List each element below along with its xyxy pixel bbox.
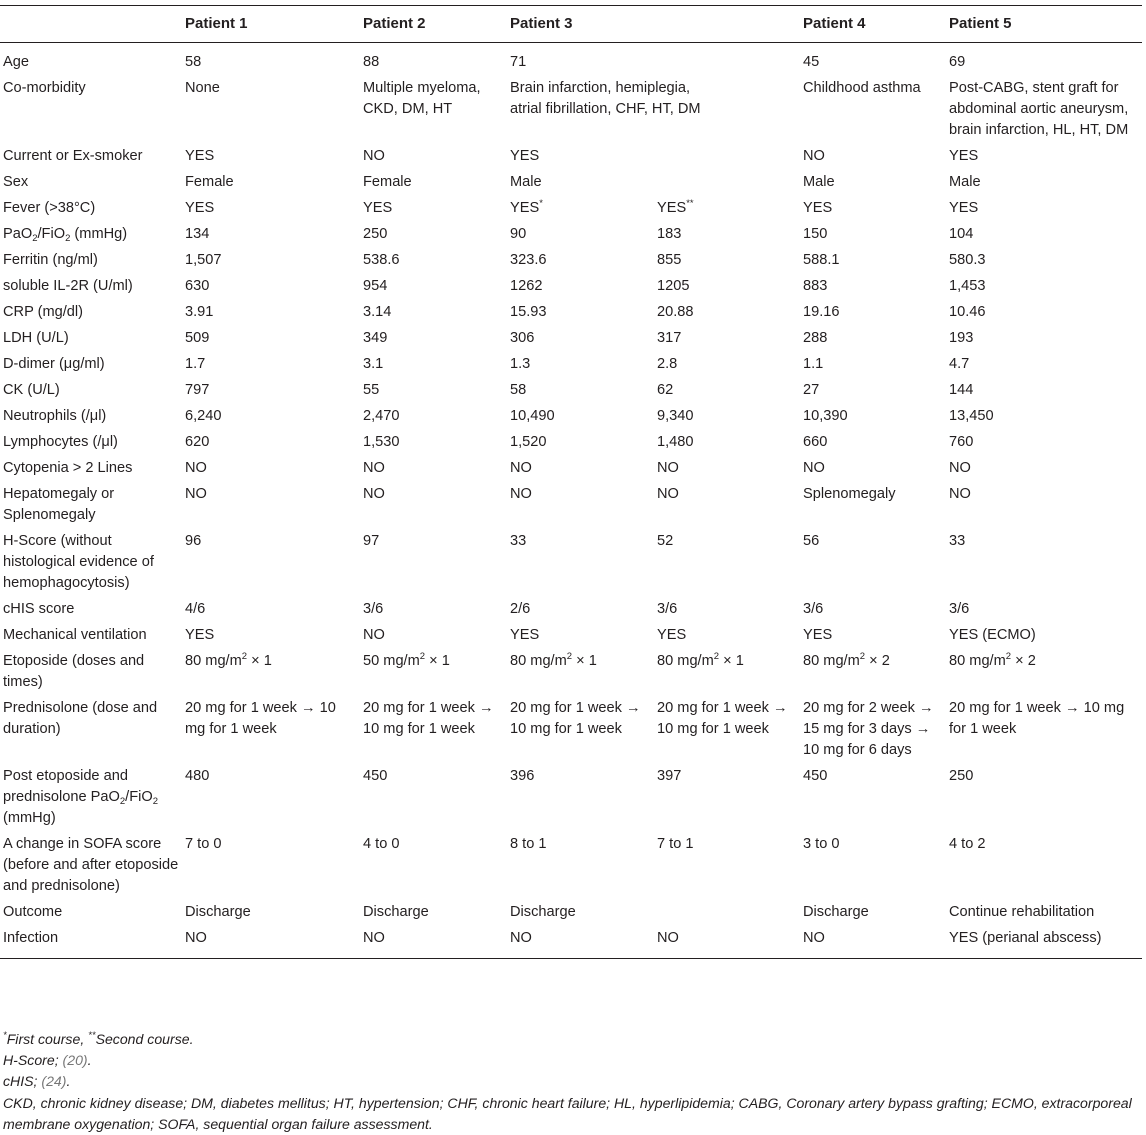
cell-p1: 6,240 <box>185 408 222 424</box>
cell-p2: NO <box>360 926 507 959</box>
cell-p3-second: 317 <box>657 330 682 346</box>
cell-p3-first: YES <box>510 627 540 643</box>
cell-p2: 20 mg for 1 week → 10 mg for 1 week <box>363 700 494 737</box>
cell-p4: Childhood asthma <box>803 80 921 96</box>
row-outcome <box>0 900 1142 926</box>
cell-p3-second: NO <box>657 486 679 502</box>
cell-p1: YES <box>185 148 215 164</box>
footnote-text: H-Score; <box>3 1052 63 1069</box>
cell-p5: YES <box>949 200 979 216</box>
label-subscript: 2 <box>32 233 38 244</box>
cell-p2: 250 <box>363 226 388 242</box>
footnote-h-score <box>3 1050 1143 1071</box>
cell-p3-first: 33 <box>510 533 527 549</box>
cell-p5: YES (perianal abscess) <box>946 926 1142 959</box>
row-chis-score <box>0 597 1142 623</box>
cell-p4: 288 <box>803 330 828 346</box>
cell-p3-second: 397 <box>657 768 682 784</box>
row-ferritin <box>0 248 1142 274</box>
row-label: Etoposide (doses and times) <box>3 653 145 690</box>
header-row <box>0 6 1142 43</box>
cell-p5: 3/6 <box>949 601 970 617</box>
superscript: 2 <box>419 651 426 662</box>
times: × 1 <box>425 653 450 669</box>
cell-p3-first: 10,490 <box>510 408 555 424</box>
cell-p4: 27 <box>803 382 820 398</box>
reference-link[interactable]: (20) <box>62 1052 88 1069</box>
cell-p2: NO <box>363 460 385 476</box>
row-label: Outcome <box>3 904 63 920</box>
cell-p5: 4.7 <box>949 356 970 372</box>
footnote-mark: * <box>3 1030 7 1041</box>
footnote-text: cHIS; <box>3 1073 42 1090</box>
cell-p1: 7 to 0 <box>185 836 222 852</box>
cell-p2: 3.14 <box>363 304 392 320</box>
cell-p1: YES <box>185 200 215 216</box>
row-comorbidity <box>0 76 1142 144</box>
cell-p1: NO <box>182 926 360 959</box>
cell-p3-first: 8 to 1 <box>510 836 547 852</box>
cell-p5: NO <box>949 486 971 502</box>
row-label: Co-morbidity <box>3 80 86 96</box>
row-age <box>0 43 1142 76</box>
cell-p5: 144 <box>949 382 974 398</box>
cell-p2: 349 <box>363 330 388 346</box>
times: × 2 <box>865 653 890 669</box>
row-label: Sex <box>3 174 29 190</box>
cell-p2 <box>360 649 507 696</box>
cell-p4: 150 <box>803 226 828 242</box>
dose: 80 mg/m <box>949 653 1006 669</box>
cell-p1: Female <box>185 174 234 190</box>
row-prednisolone <box>0 696 1142 764</box>
cell-p3: YES <box>510 148 540 164</box>
cell-p3-first <box>507 196 654 222</box>
dose: 50 mg/m <box>363 653 420 669</box>
cell-p5: YES <box>949 148 979 164</box>
row-cytopenia <box>0 456 1142 482</box>
cell-p3-first: 90 <box>510 226 527 242</box>
cell-p5: 13,450 <box>949 408 994 424</box>
row-sex <box>0 170 1142 196</box>
cell-p3-first: 2/6 <box>510 601 531 617</box>
cell-p2: 88 <box>363 54 380 70</box>
cell-p3-second <box>654 649 800 696</box>
cell-p1: 509 <box>185 330 210 346</box>
row-lymphocytes <box>0 430 1142 456</box>
cell-p4: 450 <box>803 768 828 784</box>
cell-p3-first: 396 <box>510 768 535 784</box>
row-d-dimer <box>0 352 1142 378</box>
cell-p2: NO <box>363 148 385 164</box>
footnote-mark: ** <box>88 1030 96 1041</box>
cell-p2: 2,470 <box>363 408 400 424</box>
cell-p2: Female <box>363 174 412 190</box>
cell-p4: NO <box>803 148 825 164</box>
cell-p5: Post-CABG, stent graft for abdominal aortic aneurysm, brain infarction, HL, HT, DM <box>949 80 1129 138</box>
cell-p3-second <box>654 196 800 222</box>
cell-p2: Discharge <box>363 904 429 920</box>
row-label: Cytopenia > 2 Lines <box>3 460 133 476</box>
cell-p3-first: 58 <box>510 382 527 398</box>
cell-p4: Male <box>803 174 835 190</box>
row-il2r <box>0 274 1142 300</box>
cell-p5: 10.46 <box>949 304 986 320</box>
cell-p3: 71 <box>510 54 527 70</box>
row-smoker <box>0 144 1142 170</box>
patient-table-container <box>0 5 1142 959</box>
cell-p1: 96 <box>185 533 202 549</box>
cell-p3-first: 1262 <box>510 278 543 294</box>
cell-p3-second: 52 <box>657 533 674 549</box>
cell-p1: 4/6 <box>185 601 206 617</box>
row-h-score <box>0 529 1142 597</box>
cell-p1: 20 mg for 1 week → 10 mg for 1 week <box>185 700 336 737</box>
superscript: 2 <box>859 651 866 662</box>
cell-p3: Discharge <box>510 904 576 920</box>
row-label: Age <box>3 54 29 70</box>
cell-p1 <box>182 649 360 696</box>
row-label: D-dimer (μg/ml) <box>3 356 105 372</box>
cell-p2: Multiple myeloma, CKD, DM, HT <box>363 80 481 117</box>
cell-p2: 3/6 <box>363 601 384 617</box>
cell-p1: 620 <box>185 434 210 450</box>
cell-p1: Discharge <box>185 904 251 920</box>
cell-p4: YES <box>803 627 833 643</box>
cell-p3-second: 9,340 <box>657 408 694 424</box>
cell-p2: 4 to 0 <box>363 836 400 852</box>
cell-p5: 580.3 <box>949 252 986 268</box>
footnote-abbreviations: CKD, chronic kidney disease; DM, diabetes mellitus; HT, hypertension; CHF, chronic heart failure; HL, hyperlipidemia; CABG, Coronary artery bypass grafting; ECMO, extracorporeal membrane oxygenation; SOFA, sequential organ failure assessment. <box>3 1094 1132 1132</box>
cell-p4: 883 <box>803 278 828 294</box>
row-label: Hepatomegaly or Splenomegaly <box>3 486 115 523</box>
row-neutrophils <box>0 404 1142 430</box>
row-pao2-fio2 <box>0 222 1142 248</box>
row-label: Lymphocytes (/μl) <box>3 434 118 450</box>
row-label: soluble IL-2R (U/ml) <box>3 278 133 294</box>
cell-p1: 1.7 <box>185 356 206 372</box>
cell-p4: YES <box>803 200 833 216</box>
label-subscript: 2 <box>65 233 71 244</box>
label-subscript: 2 <box>119 796 126 807</box>
header-patient-3: Patient 3 <box>507 6 654 43</box>
cell-p3-second: 3/6 <box>657 601 678 617</box>
cell-p5: 1,453 <box>949 278 986 294</box>
row-label: Neutrophils (/μl) <box>3 408 107 424</box>
cell-p4: NO <box>800 926 946 959</box>
cell-p2: NO <box>363 627 385 643</box>
row-ldh <box>0 326 1142 352</box>
cell-p3-first: NO <box>507 926 654 959</box>
dose: 80 mg/m <box>657 653 714 669</box>
row-infection <box>0 926 1142 959</box>
row-label: Mechanical ventilation <box>3 627 147 643</box>
label-part: PaO <box>3 226 33 242</box>
cell-p3-second: YES <box>657 627 687 643</box>
cell-p3-first: NO <box>510 486 532 502</box>
label-part: /FiO <box>37 226 66 242</box>
header-patient-4: Patient 4 <box>800 6 946 43</box>
superscript: 2 <box>1005 651 1012 662</box>
times: × 1 <box>247 653 272 669</box>
cell-p4: 588.1 <box>803 252 840 268</box>
cell-p3-second: 183 <box>657 226 682 242</box>
cell-p4: Splenomegaly <box>803 486 896 502</box>
cell-p3-first: 306 <box>510 330 535 346</box>
label-part: /FiO <box>125 789 153 805</box>
row-label: Current or Ex-smoker <box>3 148 143 164</box>
cell-p1: 1,507 <box>185 252 222 268</box>
superscript: 2 <box>713 651 720 662</box>
cell-p5: 193 <box>949 330 974 346</box>
value: YES <box>657 200 687 216</box>
label-part: (mmHg) <box>3 810 56 826</box>
row-label: Ferritin (ng/ml) <box>3 252 98 268</box>
footnote-text: First course, <box>6 1031 89 1047</box>
row-label: CRP (mg/dl) <box>3 304 84 320</box>
row-label: H-Score (without histological evidence of hemophagocytosis) <box>3 533 154 591</box>
cell-p2: 55 <box>363 382 380 398</box>
dose: 80 mg/m <box>185 653 242 669</box>
footnote-courses <box>3 1029 1143 1050</box>
cell-p4: 10,390 <box>803 408 848 424</box>
cell-p4: 56 <box>803 533 820 549</box>
cell-p3-second: 20 mg for 1 week → 10 mg for 1 week <box>657 700 788 737</box>
cell-p1: NO <box>185 486 207 502</box>
header-patient-3-second <box>654 6 800 43</box>
label-part: Post etoposide and prednisolone PaO <box>3 768 128 805</box>
table-footnotes <box>3 1029 1143 1135</box>
cell-p5 <box>946 649 1142 696</box>
reference-link[interactable]: (24) <box>41 1073 67 1090</box>
times: × 2 <box>1011 653 1036 669</box>
cell-p4: 660 <box>803 434 828 450</box>
cell-p3-second: 2.8 <box>657 356 678 372</box>
cell-p5: NO <box>949 460 971 476</box>
row-etoposide <box>0 649 1142 696</box>
row-label: CK (U/L) <box>3 382 60 398</box>
cell-p1: 134 <box>185 226 210 242</box>
cell-p1: NO <box>185 460 207 476</box>
cell-p4: 20 mg for 2 week → 15 mg for 3 days → 10 mg for 6 days <box>803 700 934 758</box>
cell-p5: YES (ECMO) <box>949 627 1036 643</box>
cell-p2: 954 <box>363 278 388 294</box>
row-label: Fever (>38°C) <box>3 200 96 216</box>
superscript: 2 <box>241 651 248 662</box>
cell-p1: 480 <box>185 768 210 784</box>
cell-p5: Male <box>949 174 981 190</box>
first-course-mark: * <box>539 198 543 209</box>
cell-p2: 97 <box>363 533 380 549</box>
header-patient-1: Patient 1 <box>182 6 360 43</box>
row-label: Prednisolone (dose and duration) <box>3 700 158 737</box>
row-label: A change in SOFA score (before and after etoposide and prednisolone) <box>3 836 179 894</box>
dose: 80 mg/m <box>510 653 567 669</box>
cell-p4: 3/6 <box>803 601 824 617</box>
value: YES <box>510 200 540 216</box>
cell-p4: 19.16 <box>803 304 840 320</box>
cell-p2: 3.1 <box>363 356 384 372</box>
cell-p2: 450 <box>363 768 388 784</box>
cell-p1: 58 <box>185 54 202 70</box>
cell-p3-first: NO <box>510 460 532 476</box>
second-course-mark: ** <box>686 198 694 209</box>
cell-p3-second: 20.88 <box>657 304 694 320</box>
patient-characteristics-table <box>0 5 1142 959</box>
cell-p2: NO <box>363 486 385 502</box>
footnote-chis <box>3 1071 1143 1092</box>
cell-p5: 20 mg for 1 week → 10 mg for 1 week <box>949 700 1125 737</box>
header-blank <box>0 6 182 43</box>
times: × 1 <box>719 653 744 669</box>
footnote-text: Second course. <box>95 1031 194 1047</box>
times: × 1 <box>572 653 597 669</box>
cell-p5: 250 <box>949 768 974 784</box>
header-patient-5: Patient 5 <box>946 6 1142 43</box>
footnote-text: . <box>66 1073 71 1090</box>
cell-p3-first: 15.93 <box>510 304 547 320</box>
label-part: (mmHg) <box>70 226 128 242</box>
row-label: LDH (U/L) <box>3 330 69 346</box>
cell-p1: 3.91 <box>185 304 214 320</box>
cell-p4: 45 <box>803 54 820 70</box>
row-label: Infection <box>0 926 182 959</box>
cell-p4: NO <box>803 460 825 476</box>
cell-p3-second: 1,480 <box>657 434 694 450</box>
cell-p4: 3 to 0 <box>803 836 840 852</box>
cell-p3-first: 1,520 <box>510 434 547 450</box>
label-subscript: 2 <box>152 796 159 807</box>
cell-p3-second: 855 <box>657 252 682 268</box>
cell-p1: 797 <box>185 382 210 398</box>
row-sofa <box>0 832 1142 900</box>
cell-p1: 630 <box>185 278 210 294</box>
cell-p5: 69 <box>949 54 966 70</box>
cell-p1: None <box>185 80 220 96</box>
row-mechanical-ventilation <box>0 623 1142 649</box>
cell-p3-second: NO <box>654 926 800 959</box>
cell-p3-second: NO <box>657 460 679 476</box>
cell-p5: 4 to 2 <box>949 836 986 852</box>
cell-p5: 104 <box>949 226 974 242</box>
cell-p2: 538.6 <box>363 252 400 268</box>
row-label <box>0 764 182 832</box>
cell-p3-second: 1205 <box>657 278 690 294</box>
dose: 80 mg/m <box>803 653 860 669</box>
cell-p3: Male <box>510 174 542 190</box>
cell-p2: YES <box>363 200 393 216</box>
cell-p4: 1.1 <box>803 356 824 372</box>
footnote-text: . <box>87 1052 92 1069</box>
cell-p4 <box>800 649 946 696</box>
cell-p5: 33 <box>949 533 966 549</box>
row-hepatomegaly <box>0 482 1142 529</box>
cell-p3-second: 62 <box>657 382 674 398</box>
cell-p3-second: 7 to 1 <box>657 836 694 852</box>
superscript: 2 <box>566 651 573 662</box>
cell-p1: YES <box>185 627 215 643</box>
row-crp <box>0 300 1142 326</box>
cell-p4: Discharge <box>803 904 869 920</box>
cell-p5: 760 <box>949 434 974 450</box>
cell-p3-first: 323.6 <box>510 252 547 268</box>
header-patient-2: Patient 2 <box>360 6 507 43</box>
row-label <box>0 222 182 248</box>
row-post-pao2-fio2 <box>0 764 1142 832</box>
cell-p3: Brain infarction, hemiplegia, atrial fibrillation, CHF, HT, DM <box>510 80 701 117</box>
row-label: cHIS score <box>3 601 75 617</box>
cell-p3-first: 20 mg for 1 week → 10 mg for 1 week <box>510 700 641 737</box>
cell-p3-first: 1.3 <box>510 356 531 372</box>
cell-p5: Continue rehabilitation <box>949 904 1095 920</box>
row-fever <box>0 196 1142 222</box>
cell-p2: 1,530 <box>363 434 400 450</box>
cell-p3-first <box>507 649 654 696</box>
row-ck <box>0 378 1142 404</box>
